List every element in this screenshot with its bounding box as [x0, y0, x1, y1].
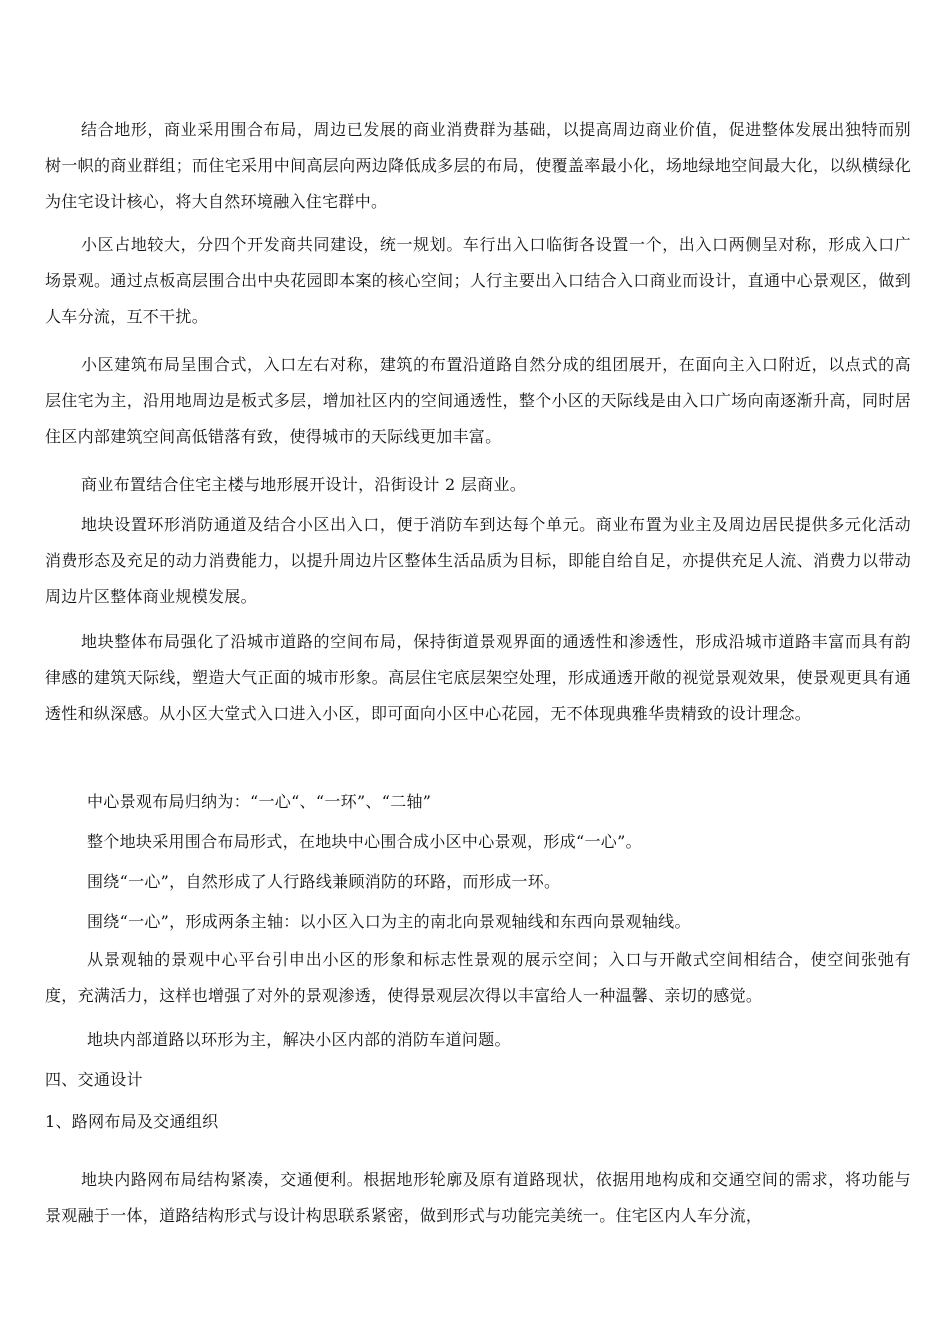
subsection-heading: 1、路网布局及交通组织 [45, 1112, 219, 1131]
paragraph-commercial-layout: 结合地形，商业采用围合布局，周边已发展的商业消费群为基础，以提高周边商业价值，促进整体发展出独特而别树一帜的商业群组；而住宅采用中间高层向两边降低成多层的布局，使覆盖率最小化，场地绿地空间最大化，以纵横绿化为住宅设计核心，将大自然环境融入住宅群中。 [45, 120, 911, 211]
paragraph-road-network: 地块内路网布局结构紧凑，交通便利。根据地形轮廓及原有道路现状，依据用地构成和交通空间的需求，将功能与景观融于一体，道路结构形式与设计构思联系紧密，做到形式与功能完美统一。住宅区内人车分流， [45, 1170, 911, 1225]
paragraph-urban-skyline: 地块整体布局强化了沿城市道路的空间布局，保持街道景观界面的通透性和渗透性，形成沿城市道路丰富而具有韵律感的建筑天际线，塑造大气正面的城市形象。高层住宅底层架空处理，形成通透开敞的视觉景观效果，使景观更具有通透性和纵深感。从小区大堂式入口进入小区，即可面向小区中心花园，无不体现典雅华贵精致的设计理念。 [45, 632, 911, 723]
paragraph-two-axes: 围绕“一心”，形成两条主轴：以小区入口为主的南北向景观轴线和东西向景观轴线。 [87, 912, 691, 931]
paragraph-fire-access: 地块设置环形消防通道及结合小区出入口，便于消防车到达每个单元。商业布置为业主及周边居民提供多元化活动消费形态及充足的动力消费能力，以提升周边片区整体生活品质为目标，即能自给自足，亦提供充足人流、消费力以带动周边片区整体商业规模发展。 [45, 515, 911, 606]
paragraph-building-layout: 小区建筑布局呈围合式，入口左右对称，建筑的布置沿道路自然分成的组团展开，在面向主入口附近，以点式的高层住宅为主，沿用地周边是板式多层，增加社区内的空间通透性，整个小区的天际线是由入口广场向南逐渐升高，同时居住区内部建筑空间高低错落有致，使得城市的天际线更加丰富。 [45, 355, 911, 446]
paragraph-one-center: 整个地块采用围合布局形式，在地块中心围合成小区中心景观，形成“一心”。 [87, 832, 642, 851]
paragraph-landscape-axis: 从景观轴的景观中心平台引申出小区的形象和标志性景观的展示空间；入口与开敞式空间相结合，使空间张弛有度，充满活力，这样也增强了对外的景观渗透，使得景观层次得以丰富给人一种温馨、亲切的感觉。 [45, 950, 911, 1005]
paragraph-one-ring: 围绕“一心”，自然形成了人行路线兼顾消防的环路，而形成一环。 [87, 872, 561, 891]
paragraph-commercial-street: 商业布置结合住宅主楼与地形展开设计，沿街设计 2 层商业。 [81, 475, 527, 494]
paragraph-landscape-summary: 中心景观布局归纳为：“一心“、“一环”、“二轴” [87, 792, 432, 811]
section-heading: 四、交通设计 [45, 1070, 143, 1089]
paragraph-internal-roads: 地块内部道路以环形为主，解决小区内部的消防车道问题。 [87, 1030, 511, 1049]
paragraph-site-planning: 小区占地较大，分四个开发商共同建设，统一规划。车行出入口临街各设置一个，出入口两侧呈对称，形成入口广场景观。通过点板高层围合出中央花园即本案的核心空间；人行主要出入口结合入口商业而设计，直通中心景观区，做到人车分流，互不干扰。 [45, 235, 911, 326]
